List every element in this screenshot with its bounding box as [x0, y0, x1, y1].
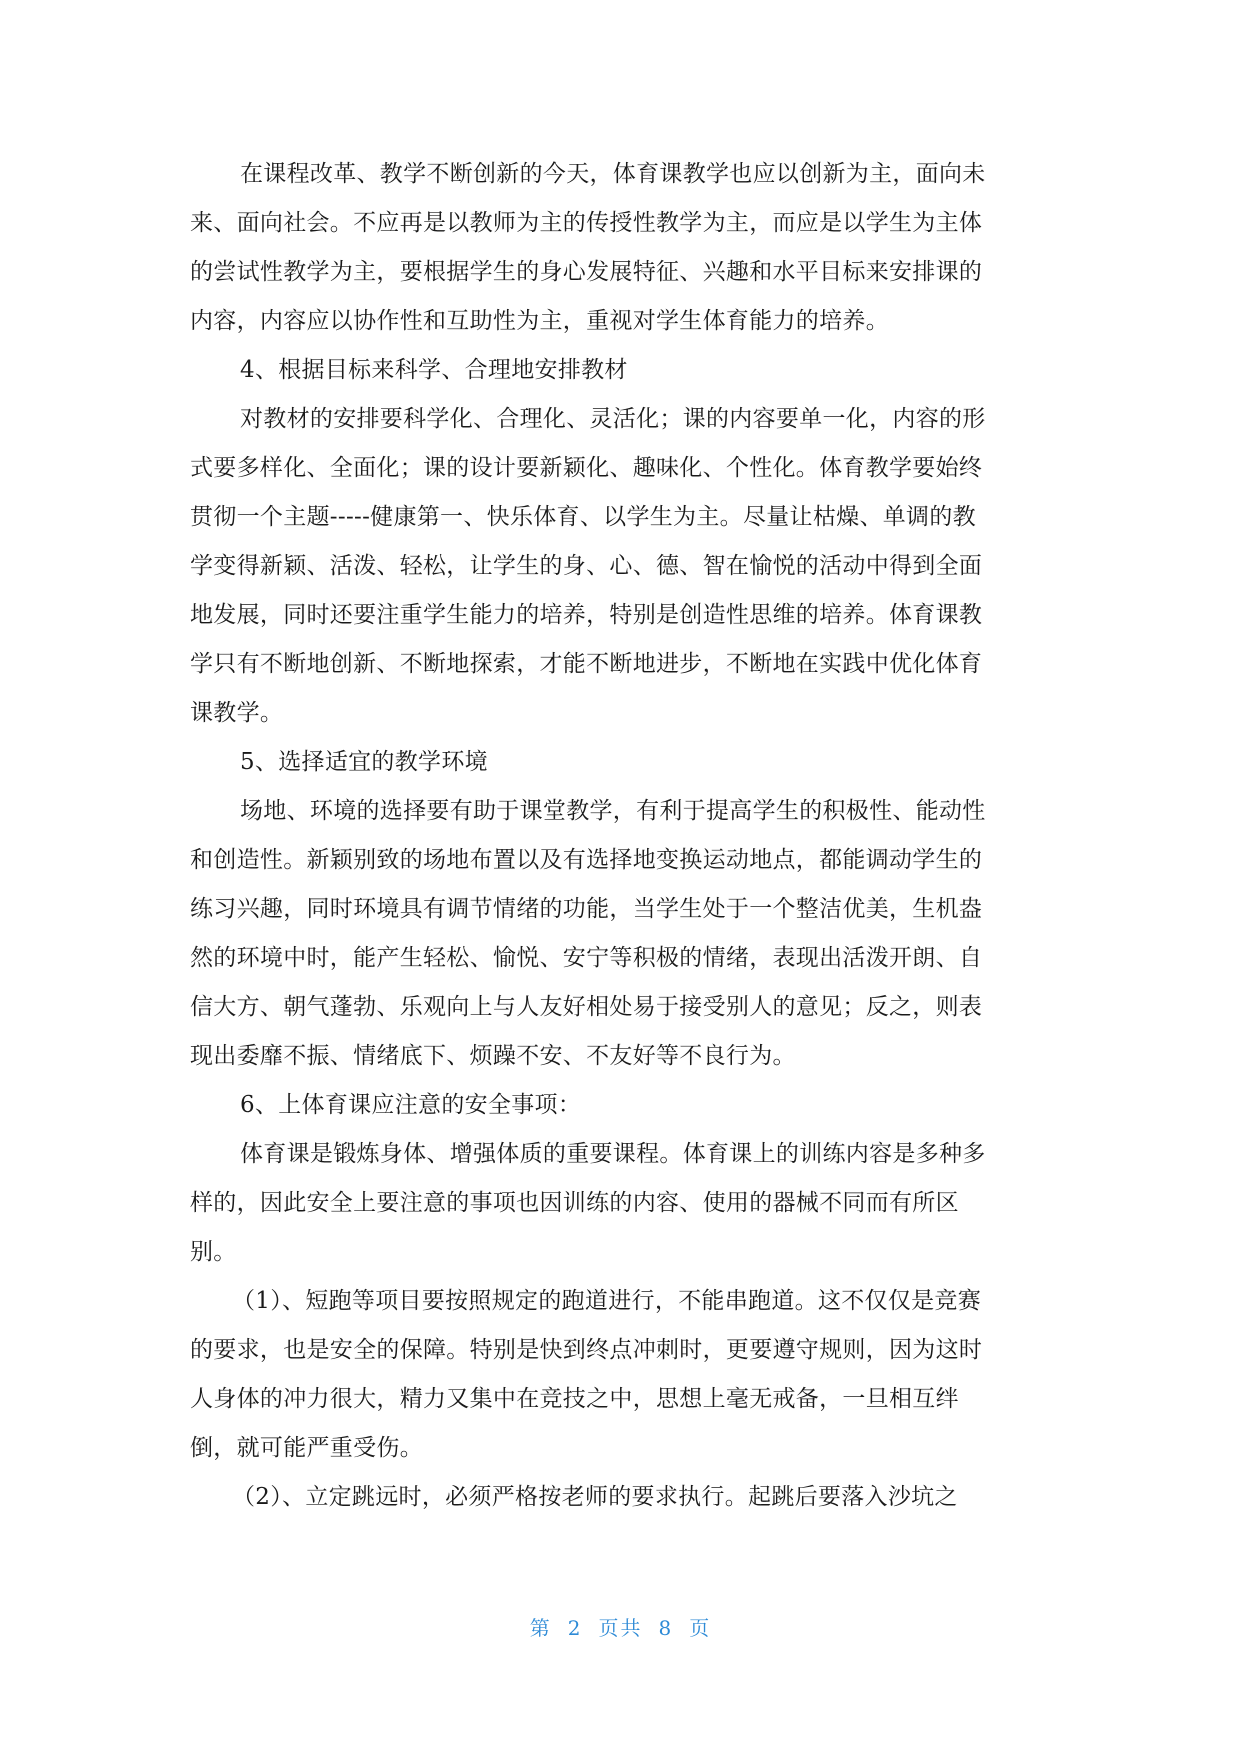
text-line: 样的，因此安全上要注意的事项也因训练的内容、使用的器械不同而有所区 — [190, 1190, 959, 1216]
text-line: 别。 — [190, 1239, 237, 1265]
text-line: 然的环境中时，能产生轻松、愉悦、安宁等积极的情绪，表现出活泼开朗、自 — [190, 945, 983, 971]
text-line: 贯彻一个主题-----健康第一、快乐体育、以学生为主。尽量让枯燥、单调的教 — [190, 504, 976, 530]
text-line: 现出委靡不振、情绪底下、烦躁不安、不友好等不良行为。 — [190, 1043, 796, 1069]
text-line: 场地、环境的选择要有助于课堂教学，有利于提高学生的积极性、能动性 — [240, 798, 986, 824]
text-line: 的尝试性教学为主，要根据学生的身心发展特征、兴趣和水平目标来安排课的 — [190, 259, 983, 285]
text-line: 学变得新颖、活泼、轻松，让学生的身、心、德、智在愉悦的活动中得到全面 — [190, 553, 983, 579]
page-footer — [0, 1612, 1241, 1641]
text-line: （1）、短跑等项目要按照规定的跑道进行，不能串跑道。这不仅仅是竞赛 — [232, 1288, 982, 1314]
text-line: 和创造性。新颖别致的场地布置以及有选择地变换运动地点，都能调动学生的 — [190, 847, 983, 873]
text-line: 地发展，同时还要注重学生能力的培养，特别是创造性思维的培养。体育课教 — [190, 602, 983, 628]
text-line: 课教学。 — [190, 700, 284, 726]
text-line: 人身体的冲力很大，精力又集中在竞技之中，思想上毫无戒备，一旦相互绊 — [190, 1386, 959, 1412]
document-body — [190, 150, 1060, 1522]
section-heading: 6、上体育课应注意的安全事项： — [240, 1092, 582, 1118]
current-page-number: 2 — [567, 1616, 583, 1640]
text-line: 来、面向社会。不应再是以教师为主的传授性教学为主，而应是以学生为主体 — [190, 210, 983, 236]
text-line: 学只有不断地创新、不断地探索，才能不断地进步，不断地在实践中优化体育 — [190, 651, 983, 677]
text-line: 的要求，也是安全的保障。特别是快到终点冲刺时，更要遵守规则，因为这时 — [190, 1337, 983, 1363]
text-line: 倒，就可能严重受伤。 — [190, 1435, 423, 1461]
text-line: 体育课是锻炼身体、增强体质的重要课程。体育课上的训练内容是多种多 — [240, 1141, 986, 1167]
text-line: 在课程改革、教学不断创新的今天，体育课教学也应以创新为主，面向未 — [240, 161, 986, 187]
text-line: 练习兴趣，同时环境具有调节情绪的功能，当学生处于一个整洁优美，生机盎 — [190, 896, 983, 922]
section-heading: 5、选择适宜的教学环境 — [240, 749, 488, 775]
text-line: 式要多样化、全面化；课的设计要新颖化、趣味化、个性化。体育教学要始终 — [190, 455, 983, 481]
footer-suffix: 页 — [689, 1616, 712, 1640]
text-line: 信大方、朝气蓬勃、乐观向上与人友好相处易于接受别人的意见；反之，则表 — [190, 994, 983, 1020]
text-line: 内容，内容应以协作性和互助性为主，重视对学生体育能力的培养。 — [190, 308, 889, 334]
footer-prefix: 第 — [529, 1616, 552, 1640]
total-page-number: 8 — [658, 1616, 674, 1640]
section-heading: 4、根据目标来科学、合理地安排教材 — [240, 357, 628, 383]
text-line: （2）、立定跳远时，必须严格按老师的要求执行。起跳后要落入沙坑之 — [232, 1484, 958, 1510]
text-line: 对教材的安排要科学化、合理化、灵活化；课的内容要单一化，内容的形 — [240, 406, 986, 432]
footer-middle: 页共 — [598, 1616, 643, 1640]
